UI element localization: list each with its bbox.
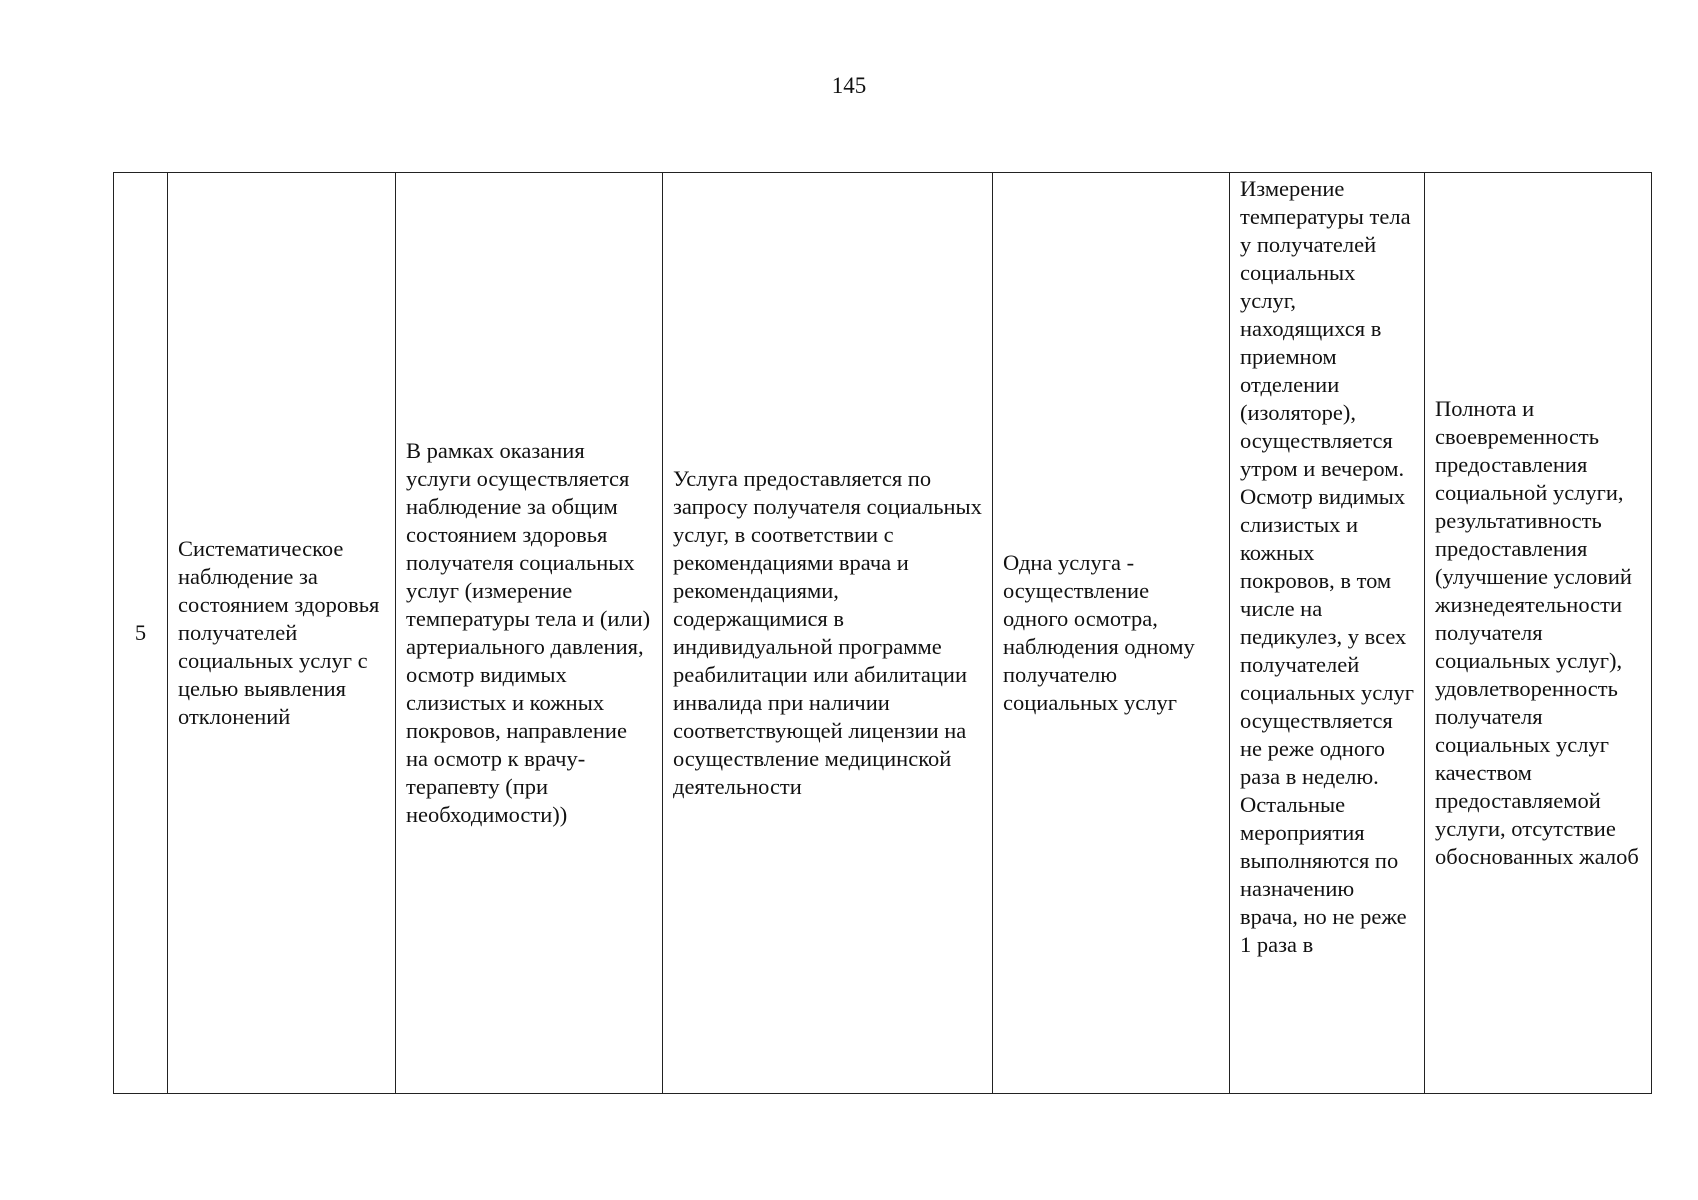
service-frequency-cell [1230,173,1425,1094]
table-row [114,173,1652,1094]
service-name-cell: Систематическое наблюдение за состоянием здоровья получателей социальных услуг с целью выявления отклонений [168,173,396,1094]
service-frequency-text: Измерение температуры тела у получателей социальных услуг, находящихся в приемном отделении (изоляторе), осуществляется утром и вечером. Осмотр видимых слизистых и кожных покровов, в том числе на педикулез, у всех получателей социальных услуг осуществляется не реже одного раза в неделю. Остальные мероприятия выполняются по назначению врача, но не реже 1 раза в [1240,176,1414,957]
service-unit-cell: Одна услуга - осуществление одного осмотра, наблюдения одному получателю социальных услуг [993,173,1230,1094]
service-description-cell: В рамках оказания услуги осуществляется наблюдение за общим состоянием здоровья получателя социальных услуг (измерение температуры тела и (или) артериального давления, осмотр видимых слизистых и кожных покровов, направление на осмотр к врачу-терапевту (при необходимости)) [396,173,663,1094]
service-conditions-cell: Услуга предоставляется по запросу получателя социальных услуг, в соответствии с рекомендациями врача и рекомендациями, содержащимися в индивидуальной программе реабилитации или абилитации инвалида при наличии соответствующей лицензии на осуществление медицинской деятельности [663,173,993,1094]
row-number-cell: 5 [114,173,168,1094]
service-quality-cell: Полнота и своевременность предоставления социальной услуги, результативность предоставления (улучшение условий жизнедеятельности получателя социальных услуг), удовлетворенность получателя социальных услуг качеством предоставляемой услуги, отсутствие обоснованных жалоб [1425,173,1652,1094]
page-number: 145 [831,73,867,98]
services-table [113,172,1652,1094]
